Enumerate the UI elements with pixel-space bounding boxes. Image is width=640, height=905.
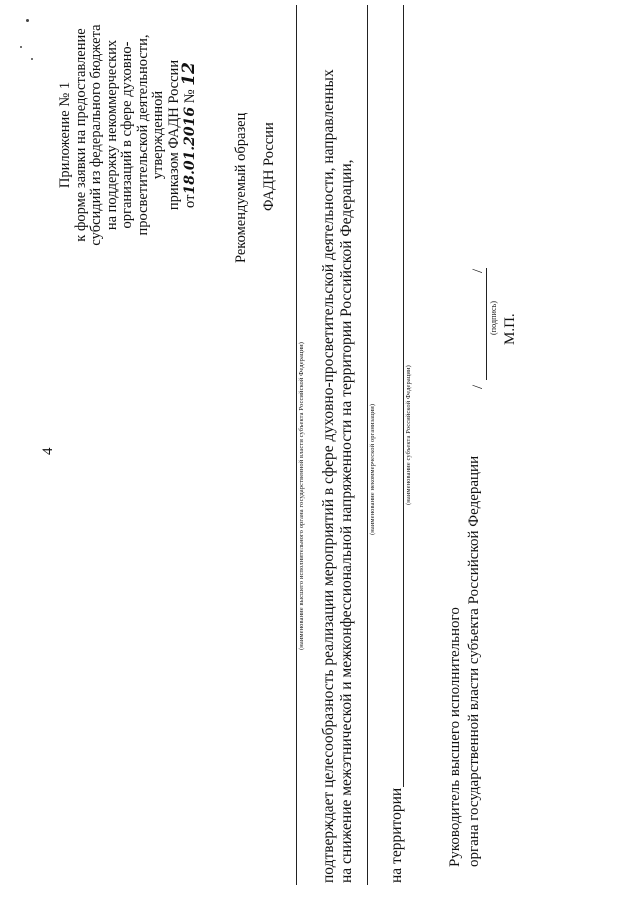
statement-line-1: подтверждает целесообразность реализации мероприятий в сфере духовно-просветительской деятельности, направленных <box>320 69 337 883</box>
signature-caption: (подпись) <box>489 300 498 335</box>
region-caption: (наименование субъекта Российской Федерации) <box>405 365 412 505</box>
from-prefix: от <box>182 194 198 208</box>
handwritten-order-number: 12 <box>179 62 199 86</box>
appendix-line: на поддержку некоммерческих <box>103 39 120 231</box>
appendix-line: утвержденной <box>150 90 166 180</box>
authority-caption: (наименование высшего исполнительного органа государственной власти субъекта Российской Федерации) <box>298 341 305 650</box>
appendix-title: Приложение № 1 <box>57 81 73 189</box>
organization-caption: (наименование некоммерческой организации) <box>369 403 376 535</box>
page-number: 4 <box>40 447 56 455</box>
statement-line-2: на снижение межэтнической и межконфессиональной напряженности на территории Российской Федерации, <box>338 159 355 883</box>
issuer-label: ФАДН России <box>261 122 277 211</box>
recommended-sample-label: Рекомендуемый образец <box>233 112 249 263</box>
appendix-line: просветительской деятельности, <box>134 34 151 236</box>
appendix-line: субсидий из федерального бюджета <box>88 24 104 246</box>
signatory-line-1: Руководитель высшего исполнительного <box>447 607 463 867</box>
signature-slash-left: / <box>470 384 486 389</box>
signatory-line-2: органа государственной власти субъекта Российской Федерации <box>466 455 482 867</box>
appendix-block <box>58 5 199 265</box>
number-prefix: № <box>182 89 198 104</box>
appendix-line: приказом ФАДН России <box>165 59 182 211</box>
handwritten-order-date: 18.01.2016 <box>182 106 198 195</box>
territory-label: на территории <box>388 787 405 883</box>
appendix-line: организаций в сфере духовно- <box>119 41 135 229</box>
signature-slash-right: / <box>470 268 486 273</box>
signature-line <box>486 268 487 380</box>
stamp-place-label: М.П. <box>502 313 518 345</box>
territory-line <box>403 5 404 787</box>
appendix-line: к форме заявки на предоставление <box>72 28 89 242</box>
organization-name-line <box>367 5 368 885</box>
authority-name-line <box>296 5 297 885</box>
order-date-number-line <box>179 5 199 265</box>
